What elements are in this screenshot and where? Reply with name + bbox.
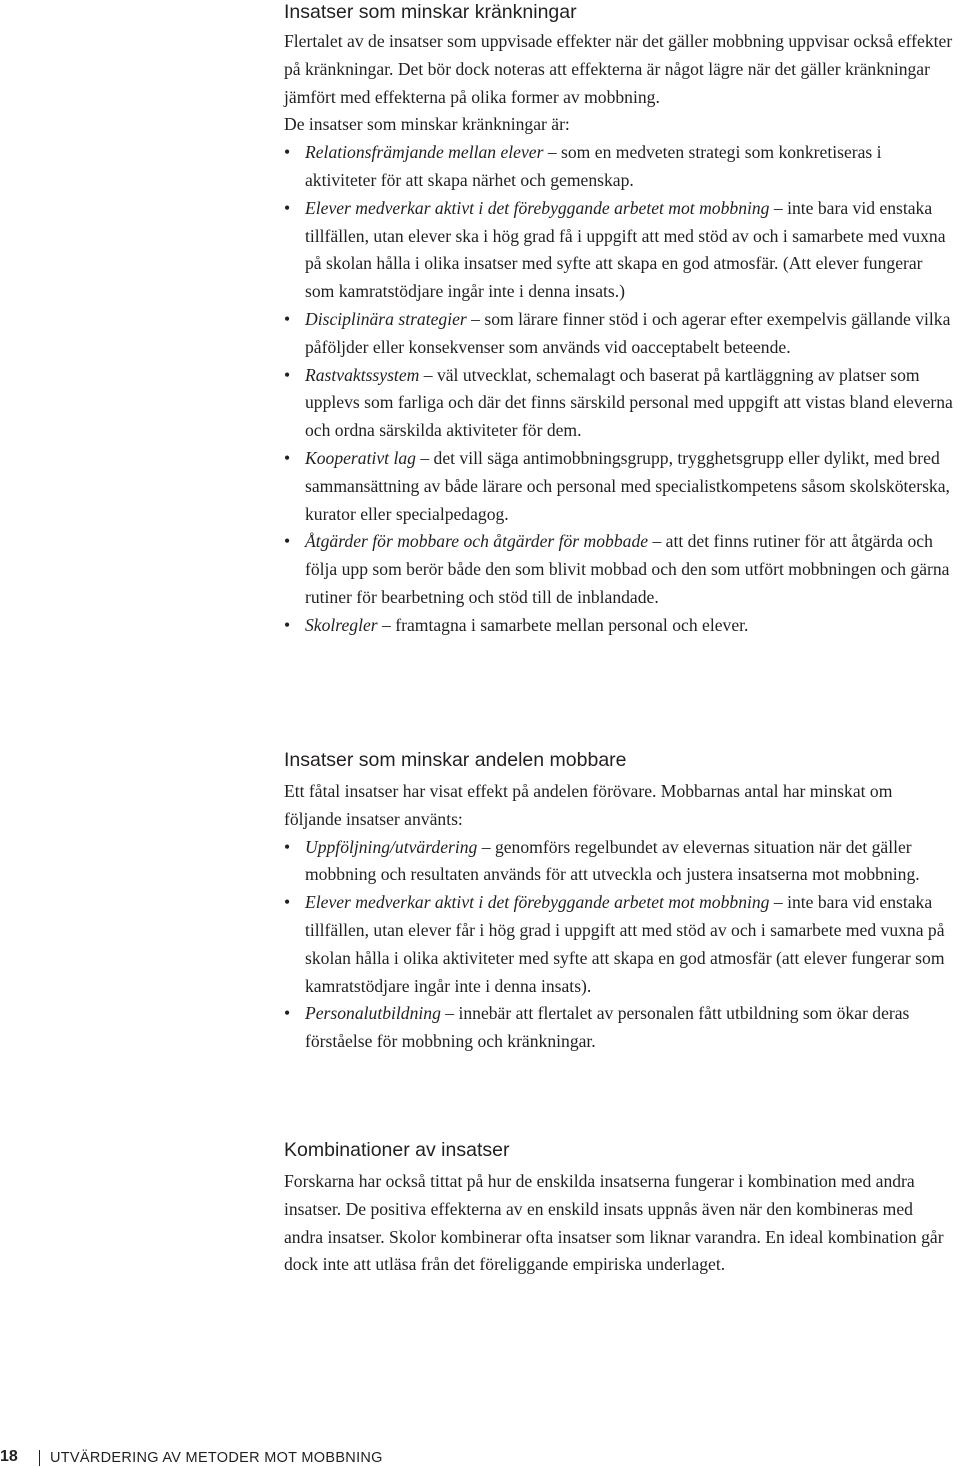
list-item bbox=[284, 834, 954, 890]
bullet-icon: • bbox=[284, 614, 291, 635]
item-text: – innebär att flertalet av personalen fått utbildning som ökar deras förståelse för mobbning och kränkningar. bbox=[305, 1003, 910, 1052]
item-text: – väl utvecklat, schemalagt och baserat på kartläggning av platser som upplevs som farliga och där det finns särskild personal med uppgift att vistas bland eleverna och ordna särskilda aktiviteter för dem. bbox=[305, 364, 953, 441]
item-text: – att det finns rutiner för att åtgärda och följa upp som berör både den som blivit mobbad och den som utfört mobbningen och gärna rutiner för bearbetning och stöd till de inblandade. bbox=[305, 531, 950, 607]
item-text: – inte bara vid enstaka tillfällen, utan elever får i hög grad i uppgift att med stöd av och i samarbete med vuxna på skolan hålla i olika aktiviteter med syfte att skapa en god atmosfär (att elever fungerar som kamratstödjare ingår inte i denna insats). bbox=[305, 892, 945, 996]
section-heading: Insatser som minskar kränkningar bbox=[284, 1, 577, 23]
list-item bbox=[284, 195, 954, 306]
list-item bbox=[284, 445, 954, 528]
bullet-icon: • bbox=[284, 142, 291, 163]
body-paragraph: Forskarna har också tittat på hur de enskilda insatserna fungerar i kombination med andra insatser. De positiva effekterna av en enskild insats uppnås även när den kombineras med andra insatser. Skolor kombinerar ofta insatser som liknar varandra. En ideal kombination går dock inte att utläsa från det föreliggande empiriska underlaget. bbox=[284, 1171, 944, 1275]
list-item bbox=[284, 889, 954, 1000]
item-text: – som en medveten strategi som konkretiseras i aktiviteter för att skapa närhet och gemenskap. bbox=[305, 142, 882, 190]
item-term: Åtgärder för mobbare och åtgärder för mobbade bbox=[305, 531, 649, 552]
page-number: 18 bbox=[0, 1448, 18, 1465]
section-mobbare bbox=[284, 748, 954, 1056]
item-term: Rastvaktssystem bbox=[305, 364, 420, 385]
body-paragraph: De insatser som minskar kränkningar är: bbox=[284, 114, 570, 135]
list-item bbox=[284, 362, 954, 445]
list-item bbox=[284, 612, 954, 640]
bullet-icon: • bbox=[284, 197, 291, 218]
item-term: Elever medverkar aktivt i det förebyggande arbetet mot mobbning bbox=[305, 892, 770, 913]
body-paragraph: Flertalet av de insatser som uppvisade effekter när det gäller mobbning uppvisar också effekter på kränkningar. Det bör dock noteras att effekterna är något lägre när det gäller kränkningar jämfört med effekterna på olika former av mobbning. bbox=[284, 31, 953, 107]
bullet-list bbox=[284, 834, 954, 1056]
list-item bbox=[284, 139, 954, 195]
bullet-icon: • bbox=[284, 836, 291, 857]
running-head: UTVÄRDERING AV METODER MOT MOBBNING bbox=[50, 1450, 383, 1466]
bullet-icon: • bbox=[284, 308, 291, 329]
item-text: – genomförs regelbundet av elevernas situation när det gäller mobbning och resultaten används för att utveckla och justera insatserna mot mobbning. bbox=[305, 836, 920, 885]
bullet-icon: • bbox=[284, 447, 291, 468]
item-text: – framtagna i samarbete mellan personal och elever. bbox=[377, 614, 749, 635]
item-term: Elever medverkar aktivt i det förebyggande arbetet mot mobbning bbox=[305, 197, 770, 218]
item-term: Skolregler bbox=[305, 614, 378, 635]
item-term: Personalutbildning bbox=[305, 1003, 441, 1024]
footer-divider bbox=[39, 1450, 40, 1466]
section-heading: Insatser som minskar andelen mobbare bbox=[284, 749, 627, 771]
item-text: – det vill säga antimobbningsgrupp, trygghetsgrupp eller dylikt, med bred sammansättning av både lärare och personal med specialistkompetens såsom skolsköterska, kurator eller specialpedagog. bbox=[305, 447, 950, 524]
bullet-icon: • bbox=[284, 892, 291, 913]
item-text: – som lärare finner stöd i och agerar efter exempelvis gällande vilka påföljder eller konsekvenser som används vid oacceptabelt beteende. bbox=[305, 308, 951, 357]
item-term: Uppföljning/utvärdering bbox=[305, 836, 478, 857]
bullet-list bbox=[284, 139, 954, 639]
item-text: – inte bara vid enstaka tillfällen, utan elever ska i hög grad få i uppgift att med stöd av och i samarbete med vuxna på skolan hålla i olika insatser med syfte att skapa en god atmosfär. (Att elever fungerar som kamratstödjare ingår inte i denna insats.) bbox=[305, 197, 946, 302]
item-term: Disciplinära strategier bbox=[305, 308, 467, 329]
bullet-icon: • bbox=[284, 531, 291, 552]
body-paragraph: Ett fåtal insatser har visat effekt på andelen förövare. Mobbarnas antal har minskat om följande insatser använts: bbox=[284, 781, 893, 829]
list-item bbox=[284, 528, 954, 611]
page-footer bbox=[0, 1448, 960, 1468]
bullet-icon: • bbox=[284, 1003, 291, 1024]
list-item bbox=[284, 306, 954, 362]
list-item bbox=[284, 1000, 954, 1056]
section-kombinationer bbox=[284, 1138, 954, 1279]
section-heading: Kombinationer av insatser bbox=[284, 1139, 510, 1161]
bullet-icon: • bbox=[284, 364, 291, 385]
item-term: Kooperativt lag bbox=[305, 447, 416, 468]
item-term: Relationsfrämjande mellan elever bbox=[305, 142, 544, 163]
